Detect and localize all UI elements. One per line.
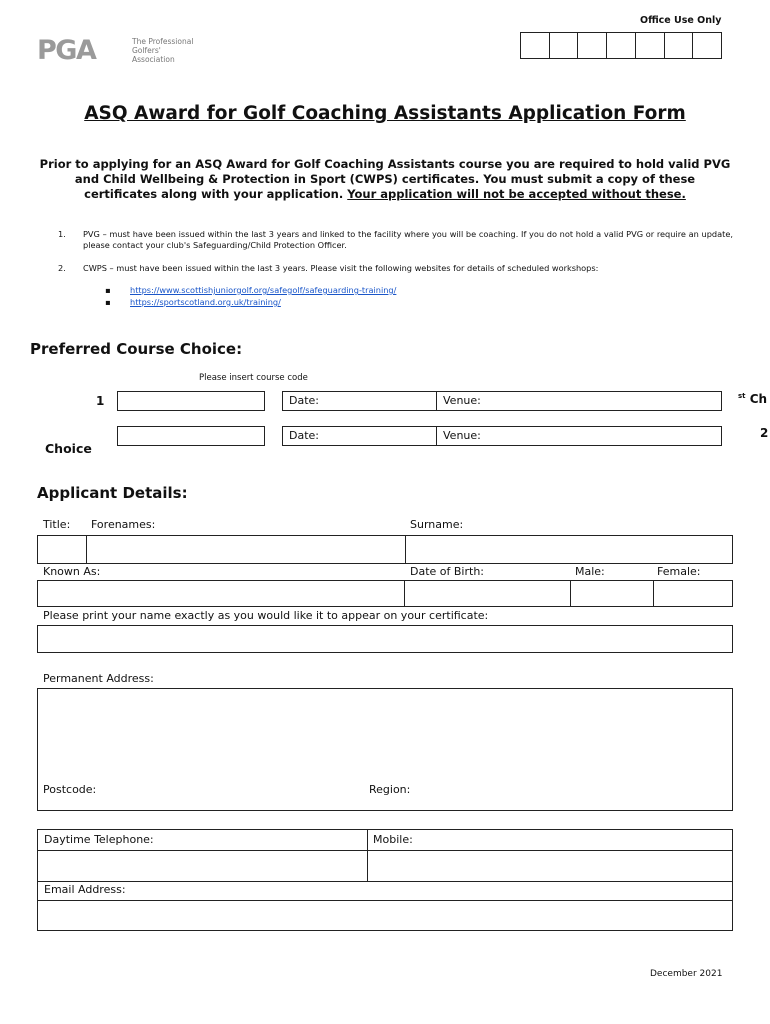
office-use-boxes xyxy=(520,32,722,59)
male-checkbox[interactable] xyxy=(571,581,654,606)
choice-2-course-code-input[interactable] xyxy=(117,426,265,446)
surname-label: Surname: xyxy=(410,518,464,531)
intro-emphasis: Your application will not be accepted without these. xyxy=(347,187,686,201)
email-label: Email Address: xyxy=(44,883,126,896)
title-label: Title: xyxy=(43,518,71,531)
bullet-icon: ▪ xyxy=(105,297,111,307)
requirement-cwps: 2. CWPS – must have been issued within the last 3 years. Please visit the following websites for details of scheduled workshops: xyxy=(58,263,599,273)
footer-date: December 2021 xyxy=(650,969,723,979)
choice-2-date-field[interactable]: Date: xyxy=(283,427,437,445)
email-input[interactable] xyxy=(38,901,732,930)
office-use-label: Office Use Only xyxy=(640,15,722,26)
daytime-telephone-label: Daytime Telephone: xyxy=(44,833,154,846)
forenames-label: Forenames: xyxy=(91,518,156,531)
female-label: Female: xyxy=(657,565,701,578)
forenames-input[interactable] xyxy=(87,536,406,563)
choice-2-venue-field[interactable]: Venue: xyxy=(443,429,481,442)
choice-1-venue-field[interactable]: Venue: xyxy=(443,394,481,407)
region-label: Region: xyxy=(369,783,411,796)
known-as-row xyxy=(37,580,733,607)
choice-label: Choice xyxy=(45,441,92,456)
surname-input[interactable] xyxy=(406,536,732,563)
bullet-icon: ▪ xyxy=(105,285,111,295)
course-heading: Preferred Course Choice: xyxy=(30,340,243,358)
choice-2-details xyxy=(282,426,722,446)
choice-1-details xyxy=(282,391,722,411)
choice-1-date-field[interactable]: Date: xyxy=(283,392,437,410)
certificate-name-input[interactable] xyxy=(37,625,733,653)
logo-mark: PGA xyxy=(37,35,96,66)
choice-2-number: 2 xyxy=(760,426,769,440)
known-as-label: Known As: xyxy=(43,565,101,578)
dob-label: Date of Birth: xyxy=(410,565,485,578)
daytime-telephone-input[interactable] xyxy=(38,851,367,881)
link-scottish-junior-golf[interactable]: https://www.scottishjuniorgolf.org/safegolf/safeguarding-training/ xyxy=(130,285,397,295)
dob-input[interactable] xyxy=(405,581,571,606)
applicant-heading: Applicant Details: xyxy=(37,484,188,502)
mobile-input[interactable] xyxy=(368,851,732,881)
page-title: ASQ Award for Golf Coaching Assistants Application Form xyxy=(84,103,686,124)
name-row xyxy=(37,535,733,564)
known-as-input[interactable] xyxy=(38,581,405,606)
certificate-name-label: Please print your name exactly as you would like it to appear on your certificate: xyxy=(43,609,489,622)
title-input[interactable] xyxy=(38,536,87,563)
logo-text: The Professional Golfers' Association xyxy=(132,37,194,64)
address-label: Permanent Address: xyxy=(43,672,154,685)
contact-table xyxy=(37,829,733,931)
pga-logo xyxy=(37,36,207,66)
requirement-pvg: 1. PVG – must have been issued within the last 3 years and linked to the facility where you will be coaching. If you do not hold a valid PVG or require an update, please contact your club's Safeguarding/Child Protection Officer. xyxy=(58,229,733,250)
postcode-label: Postcode: xyxy=(43,783,97,796)
male-label: Male: xyxy=(575,565,605,578)
choice-1-course-code-input[interactable] xyxy=(117,391,265,411)
intro-text: Prior to applying for an ASQ Award for Golf Coaching Assistants course you are required to hold valid PVG and Child Wellbeing & Protection in Sport (CWPS) certificates. You must submit a copy of these certificates along with your application. Your application will not be accepted without these. xyxy=(39,157,731,201)
course-code-hint: Please insert course code xyxy=(199,373,308,383)
mobile-label: Mobile: xyxy=(373,833,413,846)
choice-1-number: 1 xyxy=(96,394,105,408)
female-checkbox[interactable] xyxy=(654,581,732,606)
choice-1-suffix: $^{st}$ Ch xyxy=(738,392,768,406)
link-sportscotland[interactable]: https://sportscotland.org.uk/training/ xyxy=(130,297,281,307)
